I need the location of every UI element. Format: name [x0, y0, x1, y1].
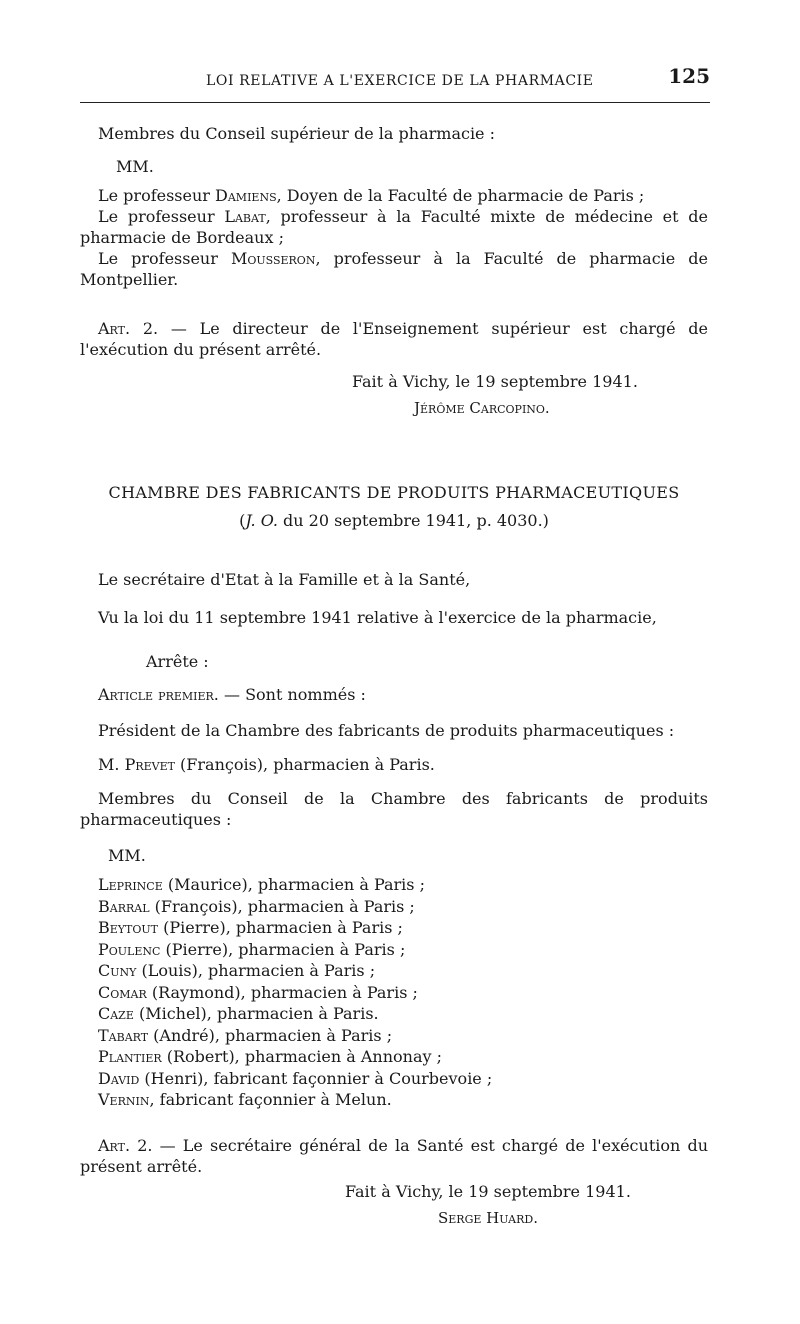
list-item [80, 896, 708, 918]
member-name: Damiens [215, 186, 277, 205]
running-header [80, 64, 710, 103]
list-item [80, 982, 708, 1004]
signature-carcopino: Jérôme Carcopino. [414, 399, 550, 417]
article-label: Article premier. [98, 685, 219, 704]
list-item [80, 917, 708, 939]
member-details: (Louis), pharmacien à Paris ; [136, 961, 376, 980]
member-damiens: Le professeur Damiens, Doyen de la Faculté de pharmacie de Paris ; [98, 186, 645, 205]
member-name: Beytout [98, 918, 159, 937]
article-2-section2 [80, 1135, 708, 1177]
section-heading: CHAMBRE DES FABRICANTS DE PRODUITS PHARMACEUTIQUES [108, 483, 680, 502]
list-item [80, 1003, 708, 1025]
member-details: (Henri), fabricant façonnier à Courbevoie ; [139, 1068, 493, 1088]
member-labat: Le professeur Labat, professeur à la Faculté mixte de médecine et de pharmacie de Bordeaux ; [80, 207, 709, 247]
member-name: Barral [98, 896, 150, 916]
member-name: Tabart [98, 1025, 149, 1045]
member-details: (Robert), pharmacien à Annonay ; [161, 1047, 443, 1066]
member-details: (Michel), pharmacien à Paris. [133, 1004, 379, 1023]
list-item [80, 874, 708, 896]
members-heading: Membres du Conseil supérieur de la pharmacie : [98, 124, 495, 143]
member-name: Leprince [98, 875, 163, 894]
list-item [80, 1025, 708, 1047]
page-number: 125 [668, 64, 710, 88]
president-heading: Président de la Chambre des fabricants de produits pharmaceutiques : [98, 721, 675, 740]
chamber-member-list [80, 874, 708, 1111]
journal-reference: (J. O. du 20 septembre 1941, p. 4030.) [239, 511, 549, 530]
member-details: (Raymond), pharmacien à Paris ; [146, 982, 418, 1002]
article-text: — Le directeur de l'Enseignement supérieur est chargé de l'exécution du présent arrêté. [80, 319, 709, 359]
member-name: Poulenc [98, 939, 161, 959]
superior-council-members [80, 123, 708, 144]
member-name: Cuny [98, 961, 137, 980]
mm-label-2: MM. [108, 846, 146, 865]
article-premier [80, 684, 708, 705]
list-item [80, 960, 708, 982]
article-text: — Le secrétaire général de la Santé est chargé de l'exécution du présent arrêté. [80, 1136, 709, 1176]
president-line: M. Prevet (François), pharmacien à Paris. [98, 755, 435, 774]
member-details: (Pierre), pharmacien à Paris ; [158, 918, 403, 937]
member-name: Prevet [124, 755, 175, 774]
member-name: Plantier [98, 1047, 162, 1066]
list-item [80, 939, 708, 961]
member-mousseron: Le professeur Mousseron, professeur à la Faculté de pharmacie de Montpellier. [80, 249, 709, 289]
member-name: Labat [224, 207, 266, 226]
arrete-line: Arrête : [146, 652, 209, 671]
list-item [80, 1089, 708, 1111]
intro-line: Le secrétaire d'Etat à la Famille et à la Santé, [98, 570, 471, 589]
article-label: Art. 2. [98, 1136, 153, 1155]
signature-huard: Serge Huard. [438, 1209, 538, 1227]
member-name: Comar [98, 982, 147, 1002]
running-title: LOI RELATIVE A L'EXERCICE DE LA PHARMACIE [206, 73, 594, 89]
member-list-1 [80, 185, 708, 290]
list-item [80, 1068, 708, 1090]
vu-line: Vu la loi du 11 septembre 1941 relative à l'exercice de la pharmacie, [98, 608, 657, 627]
chamber-members-heading: Membres du Conseil de la Chambre des fabricants de produits pharmaceutiques : [80, 789, 708, 829]
member-details: , fabricant façonnier à Melun. [149, 1090, 392, 1109]
member-details: (Maurice), pharmacien à Paris ; [162, 875, 425, 894]
member-details: (André), pharmacien à Paris ; [148, 1025, 393, 1045]
member-name: Mousseron [230, 249, 316, 268]
member-details: (Pierre), pharmacien à Paris ; [160, 939, 406, 959]
place-date-2: Fait à Vichy, le 19 septembre 1941. [345, 1182, 631, 1201]
article-label: Art. 2. [98, 319, 159, 338]
article-2-section1 [80, 318, 708, 360]
member-name: Caze [98, 1004, 134, 1023]
member-name: Vernin [98, 1090, 150, 1109]
list-item [80, 1046, 708, 1068]
place-date-1: Fait à Vichy, le 19 septembre 1941. [352, 372, 638, 391]
article-text: — Sont nommés : [218, 685, 366, 704]
member-name: David [98, 1068, 140, 1088]
mm-label: MM. [116, 157, 154, 176]
member-details: (François), pharmacien à Paris ; [149, 896, 415, 916]
